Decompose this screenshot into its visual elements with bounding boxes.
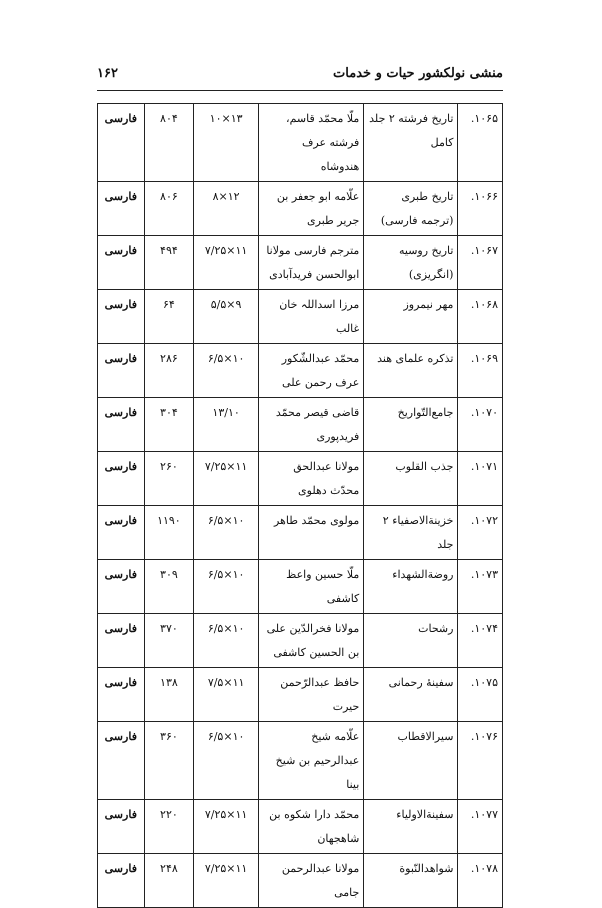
page-count: ۸۰۶: [144, 182, 194, 236]
book-language: فارسی: [98, 668, 145, 722]
row-number: ۱۰۷۸.: [458, 854, 503, 908]
book-size: ۱۲×۸: [194, 182, 259, 236]
book-language: فارسی: [98, 800, 145, 854]
book-title: خزینةالاصفیاء ۲ جلد: [364, 506, 458, 560]
book-author: محمّد دارا شکوه بن شاهجهان: [259, 800, 364, 854]
table-row: [98, 344, 503, 398]
table-row: [98, 182, 503, 236]
row-number: ۱۰۶۷.: [458, 236, 503, 290]
book-author: قاضی قیصر محمّد فریدپوری: [259, 398, 364, 452]
book-language: فارسی: [98, 344, 145, 398]
book-title: جذب القلوب: [364, 452, 458, 506]
book-author: مولوی محمّد طاهر: [259, 506, 364, 560]
table-row: [98, 722, 503, 800]
page-count: ۸۰۴: [144, 104, 194, 182]
book-language: فارسی: [98, 236, 145, 290]
book-language: فارسی: [98, 506, 145, 560]
row-number: ۱۰۶۸.: [458, 290, 503, 344]
row-number: ۱۰۷۴.: [458, 614, 503, 668]
page-count: ۱۱۹۰: [144, 506, 194, 560]
book-size: ۱۳/۱۰: [194, 398, 259, 452]
table-row: [98, 236, 503, 290]
page-number: ۱۶۲: [97, 66, 118, 81]
catalog-body: [98, 104, 503, 908]
page-count: ۳۰۹: [144, 560, 194, 614]
book-language: فارسی: [98, 290, 145, 344]
book-size: ۱۰×۶/۵: [194, 560, 259, 614]
book-title: شواهدالنّبوة: [364, 854, 458, 908]
book-title: روضةالشهداء: [364, 560, 458, 614]
book-size: ۱۰×۶/۵: [194, 614, 259, 668]
book-size: ۱۰×۶/۵: [194, 722, 259, 800]
book-author: حافظ عبدالرّحمن حیرت: [259, 668, 364, 722]
book-language: فارسی: [98, 182, 145, 236]
page-count: ۲۸۶: [144, 344, 194, 398]
row-number: ۱۰۶۵.: [458, 104, 503, 182]
book-title: تاریخ روسیه (انگریزی): [364, 236, 458, 290]
book-title: سیرالاقطاب: [364, 722, 458, 800]
book-author: محمّد عبدالشّکور عرف رحمن علی: [259, 344, 364, 398]
row-number: ۱۰۶۹.: [458, 344, 503, 398]
book-title: تذکره علمای هند: [364, 344, 458, 398]
book-language: فارسی: [98, 722, 145, 800]
table-row: [98, 668, 503, 722]
row-number: ۱۰۷۶.: [458, 722, 503, 800]
book-language: فارسی: [98, 560, 145, 614]
table-row: [98, 452, 503, 506]
book-author: علّامه شیخ عبدالرحیم بن شیخ بینا: [259, 722, 364, 800]
table-row: [98, 800, 503, 854]
book-title: رشحات: [364, 614, 458, 668]
book-title: سفینةالاولیاء: [364, 800, 458, 854]
book-size: ۱۱×۷/۲۵: [194, 800, 259, 854]
page-count: ۲۴۸: [144, 854, 194, 908]
header-rule: [97, 90, 503, 91]
row-number: ۱۰۷۱.: [458, 452, 503, 506]
book-author: مولانا عبدالرحمن جامی: [259, 854, 364, 908]
page-header: [97, 66, 503, 86]
row-number: ۱۰۶۶.: [458, 182, 503, 236]
book-size: ۱۰×۶/۵: [194, 344, 259, 398]
row-number: ۱۰۷۲.: [458, 506, 503, 560]
book-size: ۱۱×۷/۵: [194, 668, 259, 722]
book-author: ملّا محمّد قاسم، فرشته عرف هندوشاه: [259, 104, 364, 182]
page-count: ۶۴: [144, 290, 194, 344]
book-size: ۱۰×۶/۵: [194, 506, 259, 560]
book-size: ۱۳×۱۰: [194, 104, 259, 182]
row-number: ۱۰۷۷.: [458, 800, 503, 854]
table-row: [98, 506, 503, 560]
book-size: ۱۱×۷/۲۵: [194, 854, 259, 908]
book-author: مولانا عبدالحق محدّث دهلوی: [259, 452, 364, 506]
book-title: جامع‌التّواریخ: [364, 398, 458, 452]
book-size: ۱۱×۷/۲۵: [194, 452, 259, 506]
book-author: علّامه ابو جعفر بن جریر طبری: [259, 182, 364, 236]
book-author: مترجم فارسی مولانا ابوالحسن فریدآبادی: [259, 236, 364, 290]
page-count: ۲۶۰: [144, 452, 194, 506]
book-size: ۹×۵/۵: [194, 290, 259, 344]
page-count: ۳۶۰: [144, 722, 194, 800]
book-title: تاریخ فرشته ۲ جلد کامل: [364, 104, 458, 182]
book-title: مهر نیمروز: [364, 290, 458, 344]
running-title: منشی نولکشور حیات و خدمات: [333, 66, 503, 81]
table-row: [98, 104, 503, 182]
book-language: فارسی: [98, 104, 145, 182]
book-title: سفینهٔ رحمانی: [364, 668, 458, 722]
table-row: [98, 560, 503, 614]
row-number: ۱۰۷۳.: [458, 560, 503, 614]
book-language: فارسی: [98, 614, 145, 668]
book-language: فارسی: [98, 452, 145, 506]
book-title: تاریخ طبری (ترجمه فارسی): [364, 182, 458, 236]
book-language: فارسی: [98, 398, 145, 452]
table-row: [98, 854, 503, 908]
book-author: مرزا اسداللہ خان غالب: [259, 290, 364, 344]
catalog-table: [97, 103, 503, 908]
row-number: ۱۰۷۰.: [458, 398, 503, 452]
table-row: [98, 614, 503, 668]
book-size: ۱۱×۷/۲۵: [194, 236, 259, 290]
book-author: مولانا فخرالدّین علی بن الحسین کاشفی: [259, 614, 364, 668]
row-number: ۱۰۷۵.: [458, 668, 503, 722]
table-row: [98, 398, 503, 452]
book-author: ملّا حسین واعظ کاشفی: [259, 560, 364, 614]
page-count: ۳۷۰: [144, 614, 194, 668]
book-language: فارسی: [98, 854, 145, 908]
table-row: [98, 290, 503, 344]
page-count: ۱۳۸: [144, 668, 194, 722]
page-count: ۳۰۴: [144, 398, 194, 452]
page-count: ۲۲۰: [144, 800, 194, 854]
page-count: ۴۹۴: [144, 236, 194, 290]
